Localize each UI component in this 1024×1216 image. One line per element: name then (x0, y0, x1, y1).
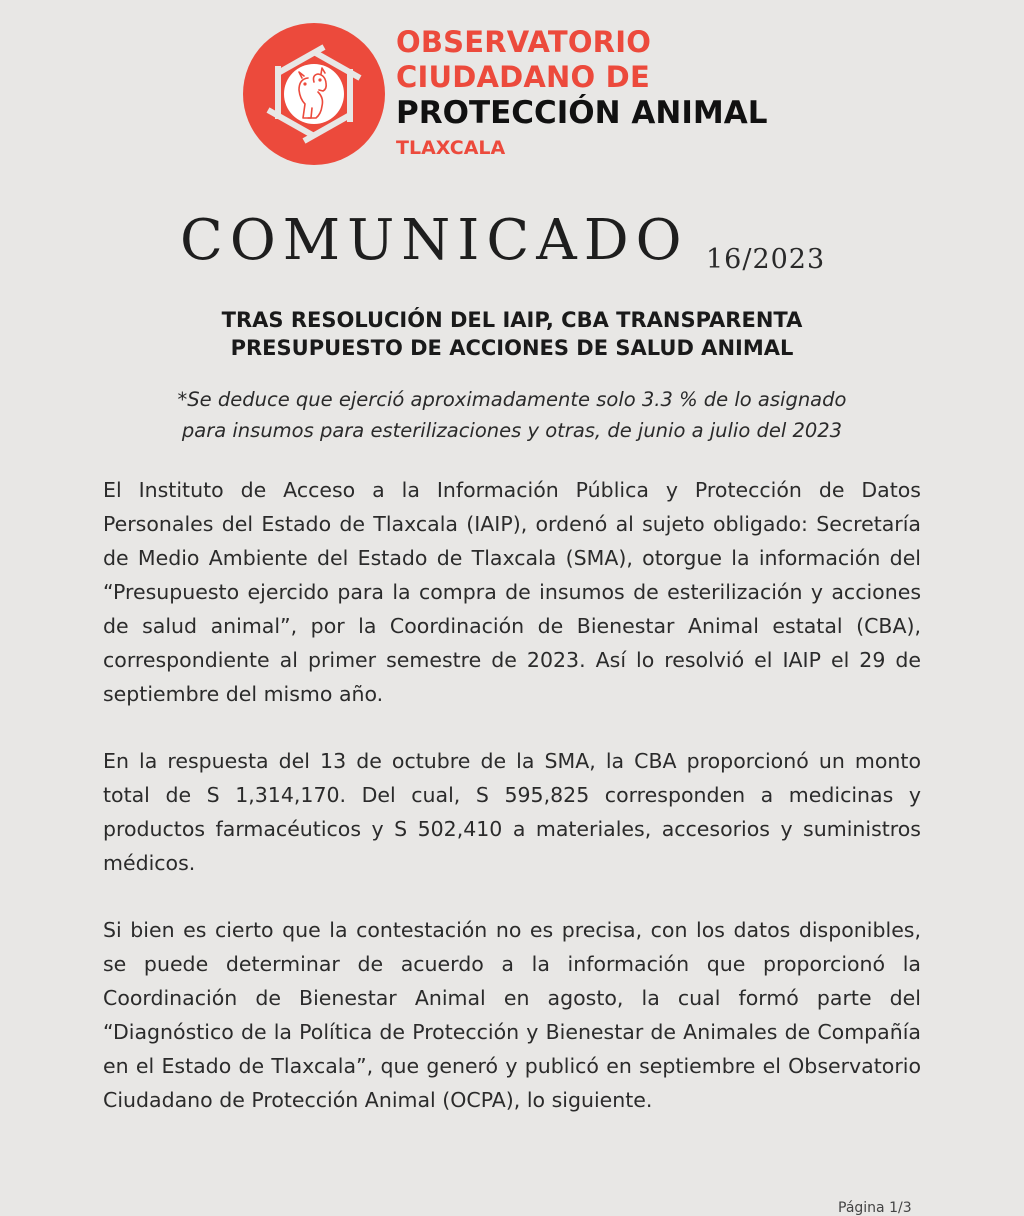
subtitle-line-2: para insumos para esterilizaciones y otras, de junio a julio del 2023 (181, 419, 843, 442)
org-location: TLAXCALA (396, 137, 506, 159)
subtitle (92, 384, 932, 446)
organization-name (396, 25, 768, 159)
camera-aperture-pet-logo-icon (242, 22, 386, 166)
paragraph-2: En la respuesta del 13 de octubre de la SMA, la CBA proporcionó un monto total de S 1,314,170. Del cual, S 595,825 corresponden a medicinas y productos farmacéuticos y S 502,410 a materiales, accesorios y suministros médicos. (103, 749, 921, 875)
paragraph-3: Si bien es cierto que la contestación no es precisa, con los datos disponibles, se puede determinar de acuerdo a la información que proporcionó la Coordinación de Bienestar Animal en agosto, la cual formó parte del “Diagnóstico de la Política de Protección y Bienestar de Animales de Compañía en el Estado de Tlaxcala”, que generó y publicó en septiembre el Observatorio Ciudadano de Protección Animal (OCPA), lo siguiente. (103, 918, 921, 1112)
document-title: COMUNICADO (180, 208, 689, 273)
headline (112, 306, 912, 362)
document-number: 16/2023 (706, 244, 826, 275)
organization-header (240, 20, 800, 168)
page-number: Página 1/3 (838, 1200, 912, 1216)
paragraph-1: El Instituto de Acceso a la Información Pública y Protección de Datos Personales del Estado de Tlaxcala (IAIP), ordenó al sujeto obligado: Secretaría de Medio Ambiente del Estado de Tlaxcala (SMA), otorgue la información del “Presupuesto ejercido para la compra de insumos de esterilización y acciones de salud animal”, por la Coordinación de Bienestar Animal estatal (CBA), correspondiente al primer semestre de 2023. Así lo resolvió el IAIP el 29 de septiembre del mismo año. (103, 478, 921, 706)
org-name-line-3: PROTECCIÓN ANIMAL (396, 95, 768, 131)
document-title-row (180, 208, 880, 278)
org-name-line-1: OBSERVATORIO (396, 25, 652, 59)
headline-line-2: PRESUPUESTO DE ACCIONES DE SALUD ANIMAL (230, 336, 794, 360)
org-name-line-2: CIUDADANO DE (396, 60, 650, 94)
subtitle-line-1: *Se deduce que ejerció aproximadamente solo 3.3 % de lo asignado (177, 388, 847, 411)
headline-line-1: TRAS RESOLUCIÓN DEL IAIP, CBA TRANSPARENTA (221, 308, 803, 332)
document-body (103, 473, 921, 1150)
